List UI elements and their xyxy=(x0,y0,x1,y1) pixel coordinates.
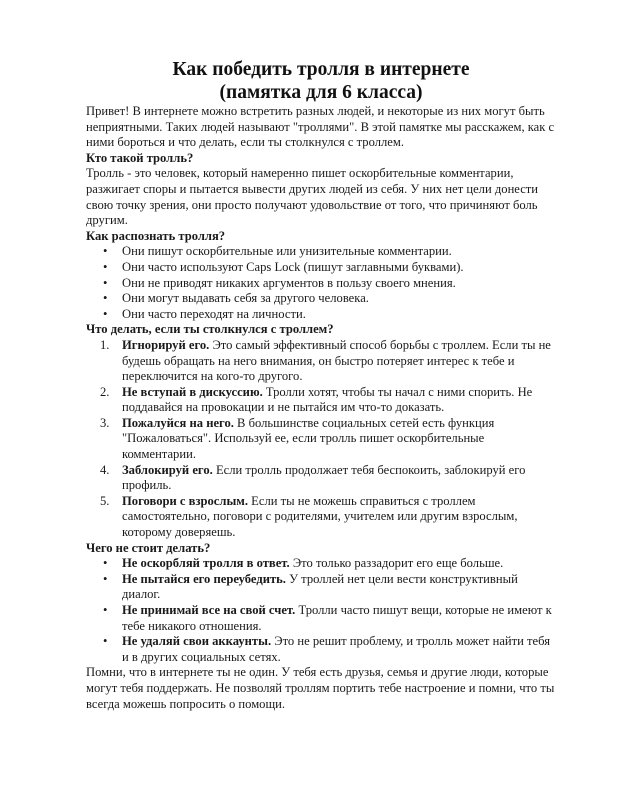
list-item: 1. Игнорируй его. Это самый эффективный способ борьбы с троллем. Если ты не будешь обращать на него внимания, он быстро потеряет интерес к тебе и переключится на кого-то другого. xyxy=(100,337,551,384)
item-number: 1. xyxy=(100,337,110,352)
list-item: • Не принимай все на свой счет. Тролли часто пишут вещи, которые не имеют к тебе никакого отношения. xyxy=(103,603,552,633)
item-number: 4. xyxy=(100,462,110,477)
list-item: • Не оскорбляй тролля в ответ. Это только раззадорит его еще больше. xyxy=(103,556,504,571)
list-item: • Не удаляй свои аккаунты. Это не решит проблему, и тролль может найти тебя и в других социальных сетях. xyxy=(103,634,551,664)
list-item: 2. Не вступай в дискуссию. Тролли хотят, чтобы ты начал с ними спорить. Не поддавайся на провокации и не пытайся им что-то доказать. xyxy=(100,384,533,415)
list-item: • Они часто используют Caps Lock (пишут заглавными буквами). xyxy=(103,259,464,274)
list-item: 4. Заблокируй его. Если тролль продолжает тебя беспокоить, заблокируй его профиль. xyxy=(100,462,526,493)
item-number: 3. xyxy=(100,415,110,430)
bullet-icon: • xyxy=(103,603,108,617)
item-number: 2. xyxy=(100,384,110,399)
bullet-icon: • xyxy=(103,634,108,649)
document-page xyxy=(86,58,556,712)
what-to-do-list xyxy=(86,338,556,541)
list-item: 3. Пожалуйся на него. В большинстве социальных сетей есть функция "Пожаловаться". Используй ее, если тролль пишет оскорбительные комментарии. xyxy=(100,415,495,462)
list-item: • Они могут выдавать себя за другого человека. xyxy=(103,291,369,306)
page-title xyxy=(86,58,556,104)
dont-list xyxy=(86,556,556,665)
list-item: • Они не приводят никаких аргументов в пользу своего мнения. xyxy=(103,275,456,290)
list-item: 5. Поговори с взрослым. Если ты не можешь справиться с троллем самостоятельно, поговори с родителями, учителем или другим взрослым, которому доверяешь. xyxy=(100,493,518,540)
section-heading-what-to-do: Что делать, если ты столкнулся с троллем? xyxy=(86,322,334,337)
section-heading-who: Кто такой тролль? xyxy=(86,150,194,165)
bullet-icon: • xyxy=(103,556,108,571)
section-heading-recognize: Как распознать тролля? xyxy=(86,228,226,243)
section-text-who: Тролль - это человек, который намеренно пишет оскорбительные комментарии, разжигает споры и пытается вывести других людей из себя. У них нет цели донести свою точку зрения, они просто получают удовольствие от того, что причиняют боль другим. xyxy=(86,166,539,228)
title-line-2: (памятка для 6 класса) xyxy=(219,82,423,103)
item-number: 5. xyxy=(100,493,110,508)
list-item: • Они пишут оскорбительные или унизительные комментарии. xyxy=(103,244,452,259)
bullet-icon: • xyxy=(103,571,108,586)
bullet-icon: • xyxy=(103,291,108,306)
bullet-icon: • xyxy=(103,244,108,259)
list-item: • Не пытайся его переубедить. У троллей нет цели вести конструктивный диалог. xyxy=(103,571,518,602)
list-item: • Они часто переходят на личности. xyxy=(103,306,306,321)
recognize-list xyxy=(86,244,556,322)
bullet-icon: • xyxy=(103,306,108,321)
section-heading-dont: Чего не стоит делать? xyxy=(86,540,211,555)
intro-paragraph: Привет! В интернете можно встретить разных людей, и некоторые из них могут быть неприятными. Таких людей называют "троллями". В этой памятке мы расскажем, как с ними бороться и что делать, если ты столкнулся с троллем. xyxy=(86,104,555,150)
title-line-1: Как победить тролля в интернете xyxy=(172,59,470,80)
bullet-icon: • xyxy=(103,259,108,274)
bullet-icon: • xyxy=(103,275,108,290)
outro-paragraph: Помни, что в интернете ты не один. У тебя есть друзья, семья и другие люди, которые могут тебя поддержать. Не позволяй троллям портить тебе настроение и помни, что ты всегда можешь попросить о помощи. xyxy=(86,665,555,711)
